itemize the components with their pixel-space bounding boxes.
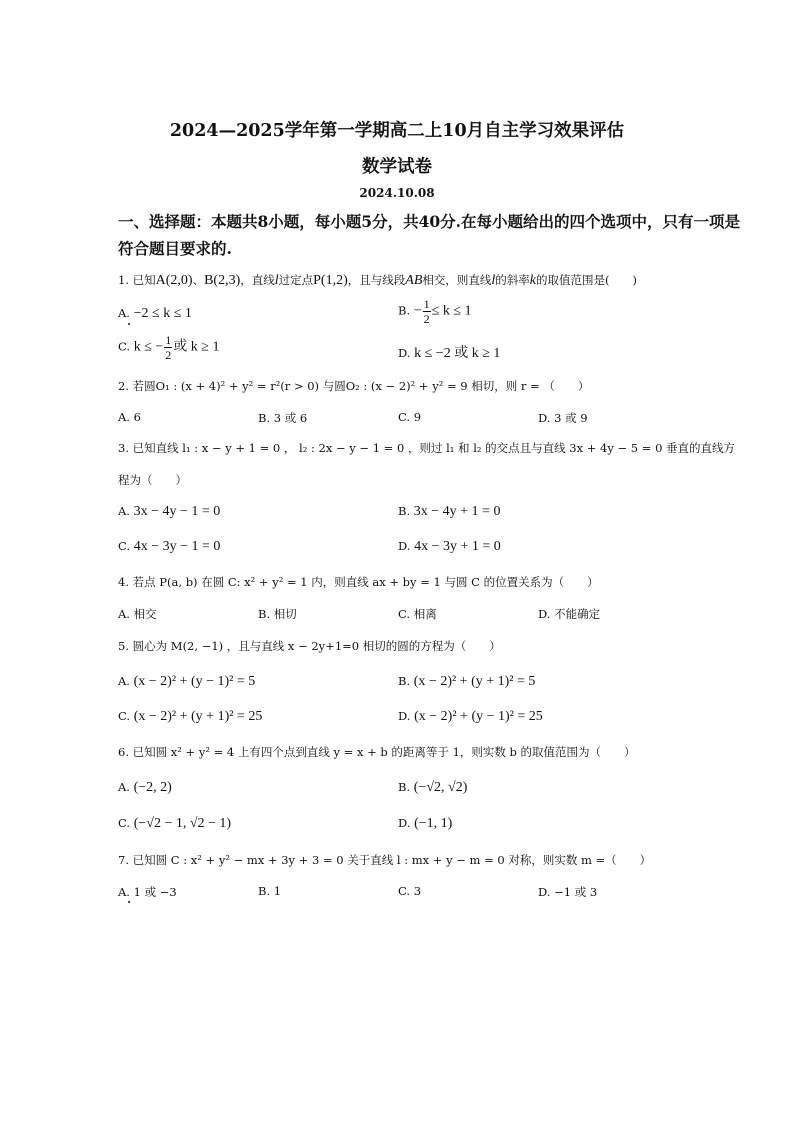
q1-option-d: D. k ≤ −2 或 k ≥ 1 [398, 346, 501, 361]
q5-option-a: A. (x − 2)² + (y − 1)² = 5 [118, 674, 256, 689]
q1-option-b: B. − $\frac{1}{2}$ ≤ k ≤ 1 [398, 297, 472, 326]
exam-date: 2024.10.08 [359, 186, 435, 200]
q6-option-d: D. (−1, 1) [398, 816, 453, 831]
q2-option-c: C. 9 [398, 410, 422, 424]
question-3-stem-line1: 3. 已知直线 l₁ : x − y + 1 = 0 ， l₂ : 2x − y − 1 = 0 ，则过 l₁ 和 l₂ 的交点且与直线 3x + 4y − 5 = 0 垂直的直线方 [118, 441, 736, 455]
q4-option-d: D. 不能确定 [538, 607, 601, 621]
q4-option-a: A. 相交 [118, 607, 157, 621]
q6-option-c: C. (−√2 − 1, √2 − 1) [118, 816, 232, 831]
q1-option-c: C. k ≤ − $\frac{1}{2}$ 或 k ≥ 1 [118, 333, 220, 362]
section-heading-line2: 符合题目要求的. [118, 239, 232, 258]
question-2-stem: 2. 若圆O₁ : (x + 4)² + y² = r²(r > 0) 与圆O₂ : (x − 2)² + y² = 9 相切，则 r = （ ） [118, 379, 590, 393]
q7-option-d: D. −1 或 3 [538, 885, 598, 899]
q5-option-c: C. (x − 2)² + (y + 1)² = 25 [118, 709, 263, 724]
q6-option-a: A. (−2, 2) [118, 780, 172, 795]
q5-option-b: B. (x − 2)² + (y + 1)² = 5 [398, 674, 536, 689]
mark-dot [128, 323, 130, 325]
question-3-stem-line2: 程为（ ） [118, 473, 187, 487]
q3-option-b: B. 3x − 4y + 1 = 0 [398, 504, 501, 519]
q3-option-c: C. 4x − 3y − 1 = 0 [118, 539, 221, 554]
q6-option-b: B. (−√2, √2) [398, 780, 468, 795]
q2-option-a: A. 6 [118, 410, 141, 424]
exam-subtitle: 数学试卷 [362, 157, 432, 177]
mark-dot [128, 901, 130, 903]
q7-option-b: B. 1 [258, 884, 282, 898]
q4-option-c: C. 相离 [398, 607, 437, 621]
question-7-stem: 7. 已知圆 C : x² + y² − mx + 3y + 3 = 0 关于直线 l : mx + y − m = 0 对称，则实数 m =（ ） [118, 853, 652, 867]
question-5-stem: 5. 圆心为 M(2, −1) ，且与直线 x − 2y+1=0 相切的圆的方程为（ ） [118, 639, 501, 653]
question-1-stem: 1. 已知A(2,0)、B(2,3)，直线l过定点P(1,2)，且与线段AB相交，则直线l的斜率k的取值范围是( ) [118, 273, 637, 288]
q5-option-d: D. (x − 2)² + (y − 1)² = 25 [398, 709, 543, 724]
exam-title: 2024—2025学年第一学期高二上10月自主学习效果评估 [169, 121, 625, 141]
q3-option-a: A. 3x − 4y − 1 = 0 [118, 504, 221, 519]
q2-option-b: B. 3 或 6 [258, 411, 308, 425]
q7-option-a: A. 1 或 −3 [118, 885, 177, 899]
question-4-stem: 4. 若点 P(a, b) 在圆 C: x² + y² = 1 内，则直线 ax + by = 1 与圆 C 的位置关系为（ ） [118, 575, 599, 589]
q3-option-d: D. 4x − 3y + 1 = 0 [398, 539, 501, 554]
section-heading-line1: 一、选择题：本题共8小题，每小题5分，共40分.在每小题给出的四个选项中，只有一项是 [118, 212, 741, 231]
question-6-stem: 6. 已知圆 x² + y² = 4 上有四个点到直线 y = x + b 的距离等于 1，则实数 b 的取值范围为（ ） [118, 745, 636, 759]
q7-option-c: C. 3 [398, 884, 422, 898]
question-number: 1. [118, 273, 129, 287]
q2-option-d: D. 3 或 9 [538, 411, 588, 425]
q1-option-a: A. −2 ≤ k ≤ 1 [118, 306, 192, 321]
q4-option-b: B. 相切 [258, 607, 297, 621]
